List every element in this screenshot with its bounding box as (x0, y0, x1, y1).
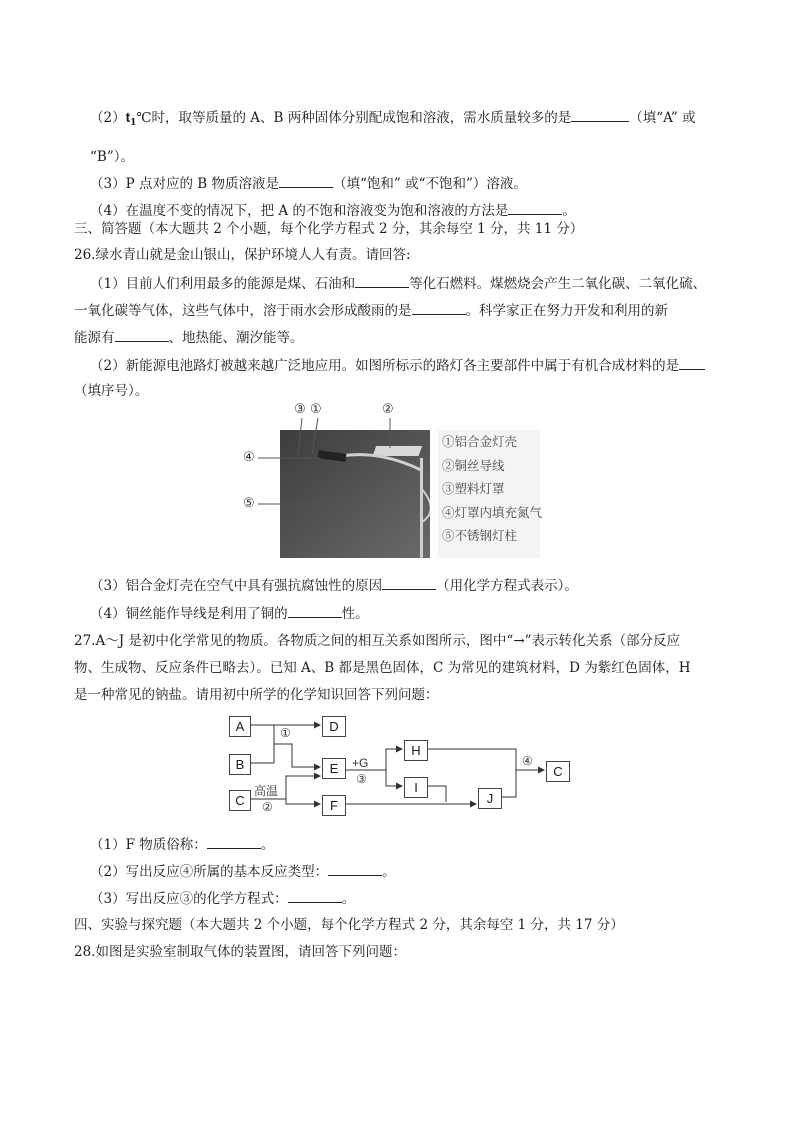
temperature-symbol: t (125, 110, 131, 125)
q26-part4: （4）铜丝能作导线是利用了铜的 性。 (90, 603, 369, 624)
q27-part3: （3）写出反应③的化学方程式： 。 (90, 888, 355, 909)
answer-blank[interactable] (279, 173, 333, 188)
q25-part4: （4）在温度不变的情况下，把 A 的不饱和溶液变为饱和溶液的方法是 。 (90, 200, 576, 221)
answer-blank[interactable] (288, 603, 342, 618)
node-i: I (404, 777, 428, 798)
q25-part2-line1: $(2)t_1℃$时，取等质量的 A、B 两种固体分别配成饱和溶液，需水质量较多的是 （填“A” 或 (90, 107, 696, 133)
answer-blank[interactable] (288, 888, 342, 903)
q27-part2: （2）写出反应④所属的基本反应类型： 。 (90, 861, 396, 882)
high-temp-label: 高温 (254, 784, 279, 798)
answer-blank[interactable] (355, 273, 409, 288)
reaction-3-label: ③ (356, 772, 367, 786)
node-c: C (229, 790, 251, 811)
node-a: A (229, 716, 251, 737)
q26-part1-line3: 能源有 、地热能、潮汐能等。 (74, 327, 304, 348)
plus-g-label: +G (352, 756, 369, 770)
q26-part1-line2: 一氧化碳等气体，这些气体中，溶于雨水会形成酸雨的是 。科学家正在努力开发和利用的新 (74, 300, 668, 321)
node-b: B (229, 754, 251, 775)
mark-4: ④ (243, 450, 255, 465)
section-3-heading: 三、简答题（本大题共 2 个小题，每个化学方程式 2 分，其余每空 1 分，共 11 分） (74, 221, 584, 237)
mark-3: ③ (294, 402, 306, 417)
legend-item: ④灯罩内填充氮气 (442, 504, 543, 520)
figure-pointer-lines (240, 402, 440, 562)
reaction-flow-chart (226, 712, 586, 822)
answer-blank[interactable] (412, 300, 466, 315)
answer-blank[interactable] (328, 861, 382, 876)
q26-part2-line1: （2）新能源电池路灯被越来越广泛地应用。如图所标示的路灯各主要部件中属于有机合成材料的是 (90, 355, 705, 376)
street-lamp-figure (240, 402, 543, 562)
legend-item: ②铜丝导线 (442, 457, 505, 473)
node-e: E (322, 758, 346, 779)
answer-blank[interactable] (508, 200, 562, 215)
legend-item: ⑤不锈钢灯柱 (442, 528, 518, 543)
node-j: J (478, 788, 502, 809)
q26-stem: 26.绿水青山就是金山银山，保护环境人人有责。请回答: (74, 247, 411, 263)
answer-blank[interactable] (571, 107, 629, 122)
q27-stem-line2: 物、生成物、反应条件已略去）。已知 A、B 都是黑色固体，C 为常见的建筑材料，D 为紫红色固体，H (74, 660, 691, 676)
legend-item: ①铝合金灯壳 (442, 434, 518, 449)
q26-part3: （3）铝合金灯壳在空气中具有强抗腐蚀性的原因 （用化学方程式表示）。 (90, 575, 578, 596)
answer-blank[interactable] (207, 834, 261, 849)
q28-stem: 28.如图是实验室制取气体的装置图，请回答下列问题： (74, 944, 406, 960)
q25-part3: （3）P 点对应的 B 物质溶液是 （填“饱和” 或“不饱和”）溶液。 (90, 173, 527, 194)
node-f: F (322, 795, 346, 816)
mark-1: ① (310, 402, 322, 417)
node-c-product: C (546, 761, 570, 782)
q27-stem-line3: 是一种常见的钠盐。请用初中所学的化学知识回答下列问题： (74, 687, 439, 703)
node-d: D (322, 716, 346, 737)
figure-legend (438, 430, 543, 558)
q27-part1: （1）F 物质俗称： 。 (90, 834, 274, 855)
node-h: H (404, 740, 428, 761)
mark-2: ② (382, 402, 394, 417)
q26-part1-line1: （1）目前人们利用最多的能源是煤、石油和 等化石燃料。煤燃烧会产生二氧化碳、二氧化硫、 (90, 273, 706, 294)
mark-5: ⑤ (243, 496, 255, 511)
q25-part2-line2: “B”）。 (90, 149, 134, 165)
reaction-4-label: ④ (522, 754, 533, 768)
reaction-1-label: ① (280, 726, 291, 740)
q26-part2-line2: （填序号）。 (74, 383, 149, 399)
answer-blank[interactable] (679, 355, 705, 370)
answer-blank[interactable] (115, 327, 169, 342)
q27-stem-line1: 27.A～J 是初中化学常见的物质。各物质之间的相互关系如图所示，图中“→”表示转化关系（部分反应 (74, 633, 681, 649)
answer-blank[interactable] (382, 575, 436, 590)
reaction-2-label: ② (262, 800, 273, 814)
section-4-heading: 四、实验与探究题（本大题共 2 个小题，每个化学方程式 2 分，其余每空 1 分，共 17 分） (74, 917, 624, 933)
legend-item: ③塑料灯罩 (442, 481, 505, 496)
